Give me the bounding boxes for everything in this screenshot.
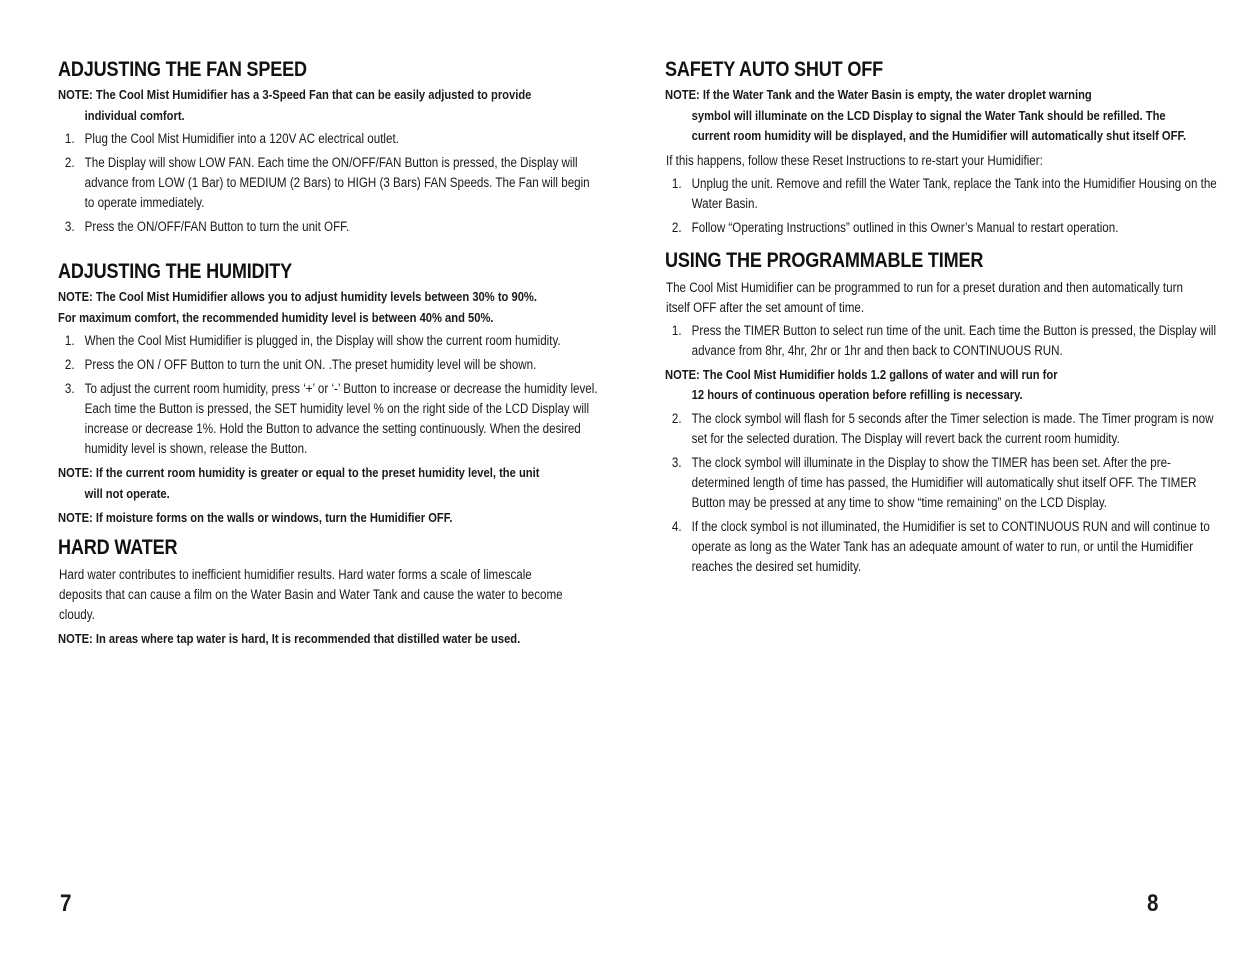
humidity-note xyxy=(58,287,575,328)
step-number: 1. xyxy=(671,322,682,338)
right-column xyxy=(665,57,1217,581)
timer-note xyxy=(665,365,1199,406)
timer-steps-b xyxy=(665,409,1214,577)
humidity-note-2 xyxy=(58,463,575,504)
hard-water-body: Hard water contributes to inefficient humidifier results. Hard water forms a scale of limescale deposits that can cause a film on the Water Basin and Water Tank and cause the water to become cloudy. xyxy=(59,566,563,622)
step-number: 3. xyxy=(671,454,682,470)
humidity-heading: ADJUSTING THE HUMIDITY xyxy=(58,260,293,283)
left-column xyxy=(58,57,598,649)
timer-note-first: NOTE: The Cool Mist Humidifier holds 1.2 gallons of water and will run for xyxy=(665,366,1058,382)
humidity-section xyxy=(58,259,598,529)
fan-speed-note-cont: individual comfort. xyxy=(84,107,185,123)
step-number: 2. xyxy=(64,155,75,170)
step-number: 1. xyxy=(671,175,682,191)
step-number: 1. xyxy=(64,131,75,146)
step-number: 2. xyxy=(671,410,682,426)
step-number: 3. xyxy=(64,219,75,234)
step-number: 4. xyxy=(671,518,682,534)
list-item xyxy=(58,355,601,375)
step-text: Press the ON/OFF/FAN Button to turn the unit OFF. xyxy=(84,219,350,234)
hard-water-heading: HARD WATER xyxy=(58,535,178,559)
step-number: 3. xyxy=(64,381,75,396)
list-item xyxy=(665,453,1225,513)
list-item xyxy=(58,129,601,149)
step-text: Press the ON / OFF Button to turn the unit ON. .The preset humidity level will be shown. xyxy=(84,357,537,372)
step-number: 2. xyxy=(64,357,75,372)
step-text: If the clock symbol is not illuminated, the Humidifier is set to CONTINUOUS RUN and will continue to operate as long as the Water Tank has an adequate amount of water to run, or until the Humidifier reaches the desired set humidity. xyxy=(691,518,1210,574)
fan-speed-heading: ADJUSTING THE FAN SPEED xyxy=(58,58,307,81)
hard-water-note: NOTE: In areas where tap water is hard, It is recommended that distilled water be used. xyxy=(58,630,521,646)
humidity-note-3: NOTE: If moisture forms on the walls or windows, turn the Humidifier OFF. xyxy=(58,510,453,525)
list-item xyxy=(58,331,601,351)
page-number-right: 8 xyxy=(1147,890,1159,917)
safety-steps xyxy=(665,174,1217,238)
humidity-note-line2: For maximum comfort, the recommended humidity level is between 40% and 50%. xyxy=(58,309,494,325)
step-text: To adjust the current room humidity, press ‘+’ or ‘-’ Button to increase or decrease the humidity level. Each time the Button is pressed, the SET humidity level % on the right side of the LCD Display will increase or decrease 1%. Hold the Button to advance the setting continuously. When the desired humidity level is shown, release the Button. xyxy=(84,381,598,456)
humidity-note-2-first: NOTE: If the current room humidity is greater or equal to the preset humidity level, the unit xyxy=(58,465,540,480)
step-text: The clock symbol will illuminate in the Display to show the TIMER has been set. After the pre-determined length of time has passed, the Humidifier will automatically shut itself OFF. The TIMER Button may be pressed at any time to show “time remaining” on the LCD Display. xyxy=(691,454,1197,510)
list-item xyxy=(665,409,1225,449)
list-item xyxy=(665,321,1225,361)
humidity-note-line1: NOTE: The Cool Mist Humidifier allows you to adjust humidity levels between 30% to 90%. xyxy=(58,289,537,304)
timer-heading: USING THE PROGRAMMABLE TIMER xyxy=(665,248,984,272)
timer-steps-a xyxy=(665,321,1217,361)
humidity-note-2-cont: will not operate. xyxy=(84,485,170,501)
list-item xyxy=(665,218,1225,238)
right-page xyxy=(617,0,1235,954)
list-item xyxy=(58,217,601,237)
list-item xyxy=(58,153,601,213)
fan-speed-steps xyxy=(58,129,590,237)
fan-speed-note-first: NOTE: The Cool Mist Humidifier has a 3-Speed Fan that can be easily adjusted to provide xyxy=(58,87,532,102)
fan-speed-section xyxy=(58,57,590,237)
list-item xyxy=(665,174,1225,214)
safety-note xyxy=(665,85,1199,147)
step-number: 2. xyxy=(671,219,682,235)
hard-water-section xyxy=(58,535,576,650)
page-number-left: 7 xyxy=(60,890,72,917)
step-number: 1. xyxy=(64,333,75,348)
timer-note-cont: 12 hours of continuous operation before refilling is necessary. xyxy=(691,387,1023,402)
step-text: The Display will show LOW FAN. Each time the ON/OFF/FAN Button is pressed, the Display will advance from LOW (1 Bar) to MEDIUM (2 Bars) to HIGH (3 Bars) FAN Speeds. The Fan will begin to operate immediately. xyxy=(84,155,590,210)
step-text: The clock symbol will flash for 5 seconds after the Timer selection is made. The Timer program is now set for the selected duration. The Display will revert back the current room humidity. xyxy=(691,410,1214,446)
step-text: Press the TIMER Button to select run time of the unit. Each time the Button is pressed, the Display will advance from 8hr, 4hr, 2hr or 1hr and then back to CONTINUOUS RUN. xyxy=(691,322,1217,358)
list-item xyxy=(665,517,1225,577)
humidity-steps xyxy=(58,331,598,459)
timer-section xyxy=(665,248,1217,577)
safety-heading: SAFETY AUTO SHUT OFF xyxy=(665,58,883,81)
step-text: Follow “Operating Instructions” outlined in this Owner’s Manual to restart operation. xyxy=(691,219,1119,235)
safety-body: If this happens, follow these Reset Instructions to re-start your Humidifier: xyxy=(666,152,1043,168)
safety-section xyxy=(665,57,1217,238)
fan-speed-note xyxy=(58,85,575,126)
timer-body: The Cool Mist Humidifier can be programmed to run for a preset duration and then automatically turn itself OFF after the set amount of time. xyxy=(666,279,1183,315)
step-text: Unplug the unit. Remove and refill the Water Tank, replace the Tank into the Humidifier Housing on the Water Basin. xyxy=(691,175,1217,211)
safety-note-cont: symbol will illuminate on the LCD Display to signal the Water Tank should be refilled. The current room humidity will be displayed, and the Humidifier will automatically shut itself OFF. xyxy=(691,107,1187,143)
list-item xyxy=(58,379,601,459)
step-text: Plug the Cool Mist Humidifier into a 120V AC electrical outlet. xyxy=(84,131,399,146)
left-page xyxy=(0,0,617,954)
safety-note-first: NOTE: If the Water Tank and the Water Basin is empty, the water droplet warning xyxy=(665,87,1092,102)
step-text: When the Cool Mist Humidifier is plugged in, the Display will show the current room humidity. xyxy=(84,333,561,348)
